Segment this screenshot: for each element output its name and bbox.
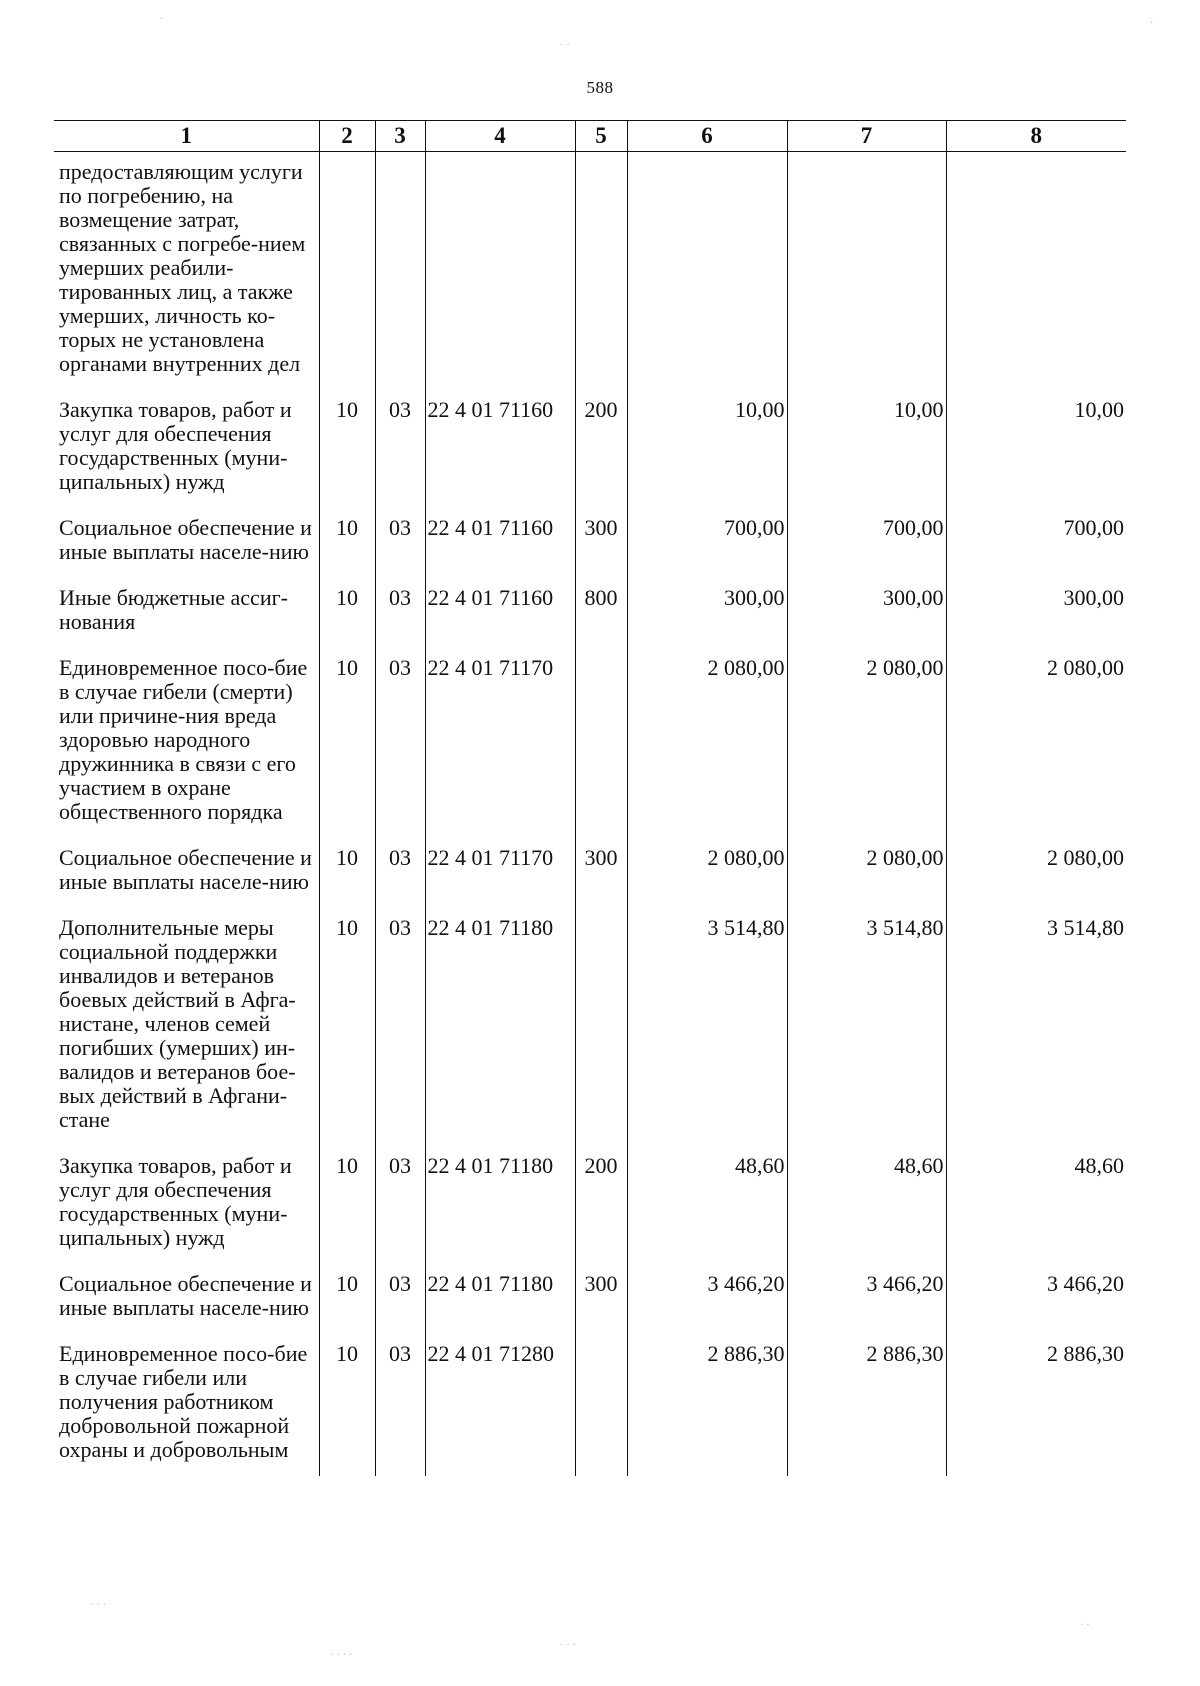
- cell-subsection: 03: [375, 390, 425, 508]
- cell-expense-type: [575, 648, 627, 838]
- cell-target-code: 22 4 01 71280: [425, 1334, 575, 1476]
- row-name: Иные бюджетные ассиг-нования: [59, 585, 288, 634]
- column-header-7: 7: [787, 121, 946, 152]
- cell-section: [319, 152, 375, 391]
- scan-speck: · ·: [1080, 1620, 1090, 1631]
- table-row: [54, 508, 1126, 578]
- cell-amount-3: 3 466,20: [946, 1264, 1126, 1334]
- table-row: [54, 152, 1126, 391]
- table-row: [54, 648, 1126, 838]
- cell-amount-2: 700,00: [787, 508, 946, 578]
- cell-expense-type: 300: [575, 508, 627, 578]
- cell-amount-3: [946, 152, 1126, 391]
- budget-table-container: [54, 120, 1126, 1550]
- table-row: [54, 908, 1126, 1146]
- cell-expense-type: 300: [575, 1264, 627, 1334]
- scan-speck: · · ·: [560, 1640, 576, 1651]
- column-header-4: 4: [425, 121, 575, 152]
- row-name: Единовременное посо-бие в случае гибели или получения работником добровольной пожарной охраны и добровольным: [59, 1341, 308, 1462]
- cell-subsection: 03: [375, 648, 425, 838]
- scan-speck: · · ·: [90, 1600, 106, 1611]
- cell-target-code: 22 4 01 71180: [425, 1264, 575, 1334]
- scan-speck: · ·: [560, 40, 570, 51]
- scan-speck: ·: [1150, 18, 1154, 29]
- cell-amount-3: 3 514,80: [946, 908, 1126, 1146]
- row-name: Закупка товаров, работ и услуг для обеспечения государственных (муни-ципальных) нужд: [59, 1153, 292, 1250]
- cell-subsection: 03: [375, 1334, 425, 1476]
- cell-subsection: 03: [375, 908, 425, 1146]
- cell-subsection: [375, 152, 425, 391]
- cell-expense-type: [575, 152, 627, 391]
- cell-subsection: 03: [375, 838, 425, 908]
- cell-amount-1: 300,00: [627, 578, 787, 648]
- table-row: [54, 1334, 1126, 1476]
- column-header-6: 6: [627, 121, 787, 152]
- cell-section: 10: [319, 1146, 375, 1264]
- cell-target-code: 22 4 01 71180: [425, 1146, 575, 1264]
- cell-expense-type: 300: [575, 838, 627, 908]
- cell-amount-2: 300,00: [787, 578, 946, 648]
- cell-target-code: [425, 152, 575, 391]
- cell-target-code: 22 4 01 71170: [425, 648, 575, 838]
- column-header-2: 2: [319, 121, 375, 152]
- cell-section: 10: [319, 838, 375, 908]
- cell-amount-2: 3 466,20: [787, 1264, 946, 1334]
- row-name: Единовременное посо-бие в случае гибели (смерти) или причине-ния вреда здоровью народного дружинника в связи с его участием в охране общественного порядка: [59, 655, 308, 824]
- row-name: Дополнительные меры социальной поддержки инвалидов и ветеранов боевых действий в Афга-нистане, членов семей погибших (умерших) ин-валидов и ветеранов бое-вых действий в Афгани-стане: [59, 915, 296, 1132]
- column-header-3: 3: [375, 121, 425, 152]
- cell-expense-type: 200: [575, 390, 627, 508]
- scan-speck: · · · ·: [330, 1650, 353, 1661]
- cell-section: 10: [319, 908, 375, 1146]
- page-number: 588: [586, 78, 614, 97]
- cell-amount-1: 2 080,00: [627, 838, 787, 908]
- cell-expense-type: [575, 1334, 627, 1476]
- cell-amount-1: 700,00: [627, 508, 787, 578]
- cell-amount-1: 3 466,20: [627, 1264, 787, 1334]
- cell-amount-1: 2 080,00: [627, 648, 787, 838]
- cell-amount-1: 10,00: [627, 390, 787, 508]
- cell-amount-1: 3 514,80: [627, 908, 787, 1146]
- row-name: предоставляющим услуги по погребению, на возмещение затрат, связанных с погребе-нием умерших реабили-тированных лиц, а также умерших, личность ко-торых не установлена органами внутренних дел: [59, 159, 306, 376]
- cell-amount-2: 2 080,00: [787, 648, 946, 838]
- cell-target-code: 22 4 01 71160: [425, 578, 575, 648]
- header-row: [54, 121, 1126, 152]
- cell-amount-2: 48,60: [787, 1146, 946, 1264]
- row-name: Социальное обеспечение и иные выплаты населе-нию: [59, 845, 312, 894]
- table-row: [54, 390, 1126, 508]
- cell-expense-type: 200: [575, 1146, 627, 1264]
- cell-target-code: 22 4 01 71160: [425, 390, 575, 508]
- table-row: [54, 1264, 1126, 1334]
- cell-subsection: 03: [375, 1264, 425, 1334]
- cell-expense-type: [575, 908, 627, 1146]
- cell-amount-2: 3 514,80: [787, 908, 946, 1146]
- cell-subsection: 03: [375, 508, 425, 578]
- cell-amount-2: [787, 152, 946, 391]
- cell-amount-3: 2 080,00: [946, 648, 1126, 838]
- cell-section: 10: [319, 578, 375, 648]
- column-header-1: 1: [54, 121, 319, 152]
- cell-amount-3: 48,60: [946, 1146, 1126, 1264]
- cell-section: 10: [319, 390, 375, 508]
- cell-amount-2: 2 886,30: [787, 1334, 946, 1476]
- cell-section: 10: [319, 1264, 375, 1334]
- cell-amount-2: 2 080,00: [787, 838, 946, 908]
- cell-target-code: 22 4 01 71170: [425, 838, 575, 908]
- cell-amount-3: 700,00: [946, 508, 1126, 578]
- column-header-8: 8: [946, 121, 1126, 152]
- row-name: Закупка товаров, работ и услуг для обеспечения государственных (муни-ципальных) нужд: [59, 397, 292, 494]
- budget-table: [54, 120, 1126, 1476]
- cell-amount-2: 10,00: [787, 390, 946, 508]
- row-name: Социальное обеспечение и иные выплаты населе-нию: [59, 1271, 312, 1320]
- cell-target-code: 22 4 01 71160: [425, 508, 575, 578]
- cell-target-code: 22 4 01 71180: [425, 908, 575, 1146]
- column-header-5: 5: [575, 121, 627, 152]
- cell-section: 10: [319, 648, 375, 838]
- cell-amount-3: 300,00: [946, 578, 1126, 648]
- scan-speck: ·: [160, 14, 164, 25]
- cell-expense-type: 800: [575, 578, 627, 648]
- cell-amount-1: 2 886,30: [627, 1334, 787, 1476]
- cell-amount-3: 2 886,30: [946, 1334, 1126, 1476]
- table-row: [54, 1146, 1126, 1264]
- cell-subsection: 03: [375, 578, 425, 648]
- cell-amount-1: 48,60: [627, 1146, 787, 1264]
- table-row: [54, 838, 1126, 908]
- cell-subsection: 03: [375, 1146, 425, 1264]
- cell-amount-3: 2 080,00: [946, 838, 1126, 908]
- cell-amount-3: 10,00: [946, 390, 1126, 508]
- table-row: [54, 578, 1126, 648]
- row-name: Социальное обеспечение и иные выплаты населе-нию: [59, 515, 312, 564]
- cell-amount-1: [627, 152, 787, 391]
- cell-section: 10: [319, 508, 375, 578]
- cell-section: 10: [319, 1334, 375, 1476]
